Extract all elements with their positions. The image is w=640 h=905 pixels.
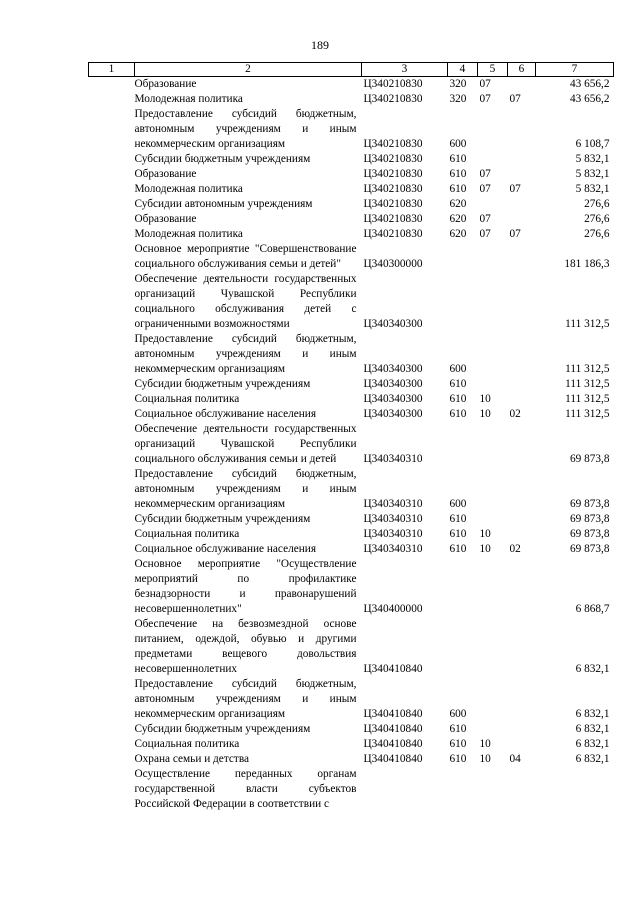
- row-amount-cell: 69 873,8: [569, 543, 610, 555]
- row-amount-cell: 69 873,8: [569, 453, 610, 465]
- row-subsection-cell: [508, 167, 536, 182]
- table-row: [89, 152, 614, 167]
- row-amount-cell: 6 832,1: [575, 753, 610, 765]
- table-row: [89, 527, 614, 542]
- row-amount-cell: 6 832,1: [575, 738, 610, 750]
- row-subsection-cell: [508, 332, 536, 377]
- row-section-cell: [478, 512, 508, 527]
- row-subsection-cell: [508, 722, 536, 737]
- row-name-cell: Социальная политика: [134, 528, 240, 540]
- row-section-cell: [478, 722, 508, 737]
- row-section-cell: 10: [479, 393, 491, 405]
- row-name-cell: Молодежная политика: [134, 93, 243, 105]
- row-subsection-cell: 02: [509, 543, 521, 555]
- row-expense-type-cell: 610: [449, 153, 467, 165]
- row-amount-cell: 6 832,1: [575, 663, 610, 675]
- row-subsection-cell: [508, 77, 536, 93]
- table-row: [89, 767, 614, 812]
- row-expense-type-cell: 600: [449, 138, 467, 150]
- row-expense-type-cell: 620: [449, 228, 467, 240]
- table-row: [89, 422, 614, 467]
- row-amount-cell: 276,6: [584, 198, 610, 210]
- row-name-cell: Субсидии бюджетным учреждениям: [134, 723, 311, 735]
- column-header-6: 6: [508, 63, 536, 77]
- row-section-cell: [478, 107, 508, 152]
- row-amount-cell: 6 108,7: [575, 138, 610, 150]
- row-subsection-cell: [508, 212, 536, 227]
- row-section-cell: 10: [479, 753, 491, 765]
- row-section-cell: 07: [479, 168, 491, 180]
- row-name-cell: Социальное обслуживание населения: [134, 543, 317, 555]
- row-amount-cell: 69 873,8: [569, 528, 610, 540]
- row-amount-cell: 111 312,5: [565, 393, 610, 405]
- row-name-cell: Предоставление субсидий бюджетным, автономным учреждениям и иным некоммерческим организациям: [134, 108, 357, 150]
- table-row: [89, 377, 614, 392]
- row-amount-cell: [536, 767, 614, 812]
- row-name-cell: Субсидии бюджетным учреждениям: [134, 153, 311, 165]
- row-subsection-cell: 04: [509, 753, 521, 765]
- row-name-cell: Социальная политика: [134, 738, 240, 750]
- row-target-code-cell: Ц340410840: [363, 723, 423, 735]
- row-section-cell: 07: [479, 183, 491, 195]
- row-subsection-cell: [508, 422, 536, 467]
- row-subsection-cell: [508, 107, 536, 152]
- row-target-code-cell: Ц340340300: [363, 393, 423, 405]
- row-target-code-cell: Ц340210830: [363, 213, 423, 225]
- table-row: [89, 617, 614, 677]
- row-amount-cell: 111 312,5: [565, 318, 610, 330]
- row-section-cell: 10: [479, 408, 491, 420]
- row-target-code-cell: Ц340210830: [363, 78, 423, 90]
- row-name-cell: Основное мероприятие "Совершенствование социального обслуживания семьи и детей": [134, 243, 357, 270]
- row-section-cell: 07: [479, 93, 491, 105]
- row-expense-type-cell: 600: [449, 708, 467, 720]
- row-expense-type-cell: 610: [449, 393, 467, 405]
- row-expense-type-cell: 610: [449, 543, 467, 555]
- row-section-cell: [478, 467, 508, 512]
- row-target-code-cell: Ц340340300: [363, 378, 423, 390]
- row-section-cell: 10: [479, 528, 491, 540]
- row-amount-cell: 111 312,5: [565, 378, 610, 390]
- row-expense-type-cell: 610: [449, 378, 467, 390]
- row-name-cell: Молодежная политика: [134, 183, 243, 195]
- row-amount-cell: 5 832,1: [575, 183, 610, 195]
- row-target-code-cell: Ц340340310: [363, 513, 423, 525]
- table-row: [89, 197, 614, 212]
- column-header-4: 4: [448, 63, 478, 77]
- table-row: [89, 407, 614, 422]
- table-row: [89, 677, 614, 722]
- row-subsection-cell: 07: [509, 228, 521, 240]
- row-expense-type-cell: 620: [449, 213, 467, 225]
- table-row: [89, 272, 614, 332]
- row-section-cell: [478, 332, 508, 377]
- row-amount-cell: 6 832,1: [575, 723, 610, 735]
- row-amount-cell: 5 832,1: [575, 168, 610, 180]
- row-amount-cell: 6 868,7: [575, 603, 610, 615]
- row-target-code-cell: Ц340410840: [363, 663, 423, 675]
- row-target-code-cell: Ц340410840: [363, 708, 423, 720]
- row-name-cell: Предоставление субсидий бюджетным, автономным учреждениям и иным некоммерческим организациям: [134, 468, 357, 510]
- row-target-code-cell: Ц340340310: [363, 453, 423, 465]
- row-expense-type-cell: 610: [449, 738, 467, 750]
- row-section-cell: [478, 152, 508, 167]
- row-subsection-cell: [508, 467, 536, 512]
- table-row: [89, 92, 614, 107]
- row-amount-cell: 43 656,2: [569, 93, 610, 105]
- row-name-cell: Субсидии автономным учреждениям: [134, 198, 313, 210]
- row-name-cell: Социальная политика: [134, 393, 240, 405]
- row-target-code-cell: Ц340210830: [363, 228, 423, 240]
- row-section-cell: [478, 272, 508, 332]
- row-expense-type-cell: 610: [449, 408, 467, 420]
- row-section-cell: [478, 197, 508, 212]
- table-row: [89, 557, 614, 617]
- row-section-cell: 07: [479, 213, 491, 225]
- row-expense-type-cell: 610: [449, 753, 467, 765]
- row-subsection-cell: [508, 557, 536, 617]
- row-target-code-cell: Ц340340300: [363, 363, 423, 375]
- table-row: [89, 467, 614, 512]
- page-number: 189: [311, 38, 329, 52]
- row-expense-type-cell: 610: [449, 723, 467, 735]
- row-section-cell: [478, 242, 508, 272]
- row-target-code-cell: Ц340210830: [363, 138, 423, 150]
- row-expense-type-cell: [448, 557, 478, 617]
- table-row: [89, 722, 614, 737]
- table-row: [89, 752, 614, 767]
- row-name-cell: Предоставление субсидий бюджетным, автономным учреждениям и иным некоммерческим организациям: [134, 678, 357, 720]
- column-header-1: 1: [89, 63, 135, 77]
- row-amount-cell: 276,6: [584, 213, 610, 225]
- row-subsection-cell: [508, 527, 536, 542]
- row-name-cell: Образование: [134, 213, 197, 225]
- row-subsection-cell: 07: [509, 183, 521, 195]
- row-expense-type-cell: 600: [449, 363, 467, 375]
- row-target-code-cell: Ц340340300: [363, 318, 423, 330]
- row-section-cell: 10: [479, 543, 491, 555]
- row-subsection-cell: [508, 767, 536, 812]
- row-name-cell: Основное мероприятие "Осуществление мероприятий по профилактике безнадзорности и правонарушений несовершеннолетних": [134, 558, 357, 615]
- row-amount-cell: 43 656,2: [569, 78, 610, 90]
- row-target-code-cell: Ц340210830: [363, 168, 423, 180]
- row-subsection-cell: 02: [509, 408, 521, 420]
- row-subsection-cell: [508, 242, 536, 272]
- budget-table: [88, 62, 614, 812]
- row-subsection-cell: [508, 392, 536, 407]
- row-subsection-cell: [508, 272, 536, 332]
- row-name-cell: Образование: [134, 78, 197, 90]
- row-expense-type-cell: 610: [449, 528, 467, 540]
- table-row: [89, 107, 614, 152]
- row-name-cell: Охрана семьи и детства: [134, 753, 250, 765]
- table-row: [89, 227, 614, 242]
- row-target-code-cell: Ц340210830: [363, 93, 423, 105]
- row-target-code-cell: Ц340340300: [363, 408, 423, 420]
- row-target-code-cell: Ц340340310: [363, 528, 423, 540]
- row-expense-type-cell: 610: [449, 513, 467, 525]
- row-name-cell: Социальное обслуживание населения: [134, 408, 317, 420]
- row-name-cell: Предоставление субсидий бюджетным, автономным учреждениям и иным некоммерческим организациям: [134, 333, 357, 375]
- row-amount-cell: 181 186,3: [564, 258, 610, 270]
- row-subsection-cell: [508, 512, 536, 527]
- row-amount-cell: 5 832,1: [575, 153, 610, 165]
- table-row: [89, 182, 614, 197]
- row-expense-type-cell: [448, 272, 478, 332]
- row-section-cell: [478, 422, 508, 467]
- row-section-cell: 10: [479, 738, 491, 750]
- row-amount-cell: 276,6: [584, 228, 610, 240]
- row-amount-cell: 69 873,8: [569, 498, 610, 510]
- row-target-code-cell: Ц340210830: [363, 198, 423, 210]
- row-subsection-cell: [508, 377, 536, 392]
- table-row: [89, 77, 614, 93]
- row-subsection-cell: 07: [509, 93, 521, 105]
- row-name-cell: Обеспечение на безвозмездной основе питанием, одеждой, обувью и другими предметами вещевого довольствия несовершеннолетних: [134, 618, 357, 675]
- row-expense-type-cell: 610: [449, 168, 467, 180]
- row-name-cell: Осуществление переданных органам государственной власти субъектов Российской Федерации в соответствии с: [134, 768, 357, 810]
- column-header-5: 5: [478, 63, 508, 77]
- column-header-7: 7: [536, 63, 614, 77]
- row-expense-type-cell: [448, 617, 478, 677]
- row-name-cell: Обеспечение деятельности государственных организаций Чувашской Республики социального обслуживания детей с ограниченными возможностями: [134, 273, 357, 330]
- row-target-code-cell: Ц340410840: [363, 753, 423, 765]
- row-target-code-cell: Ц340410840: [363, 738, 423, 750]
- row-section-cell: 07: [479, 78, 491, 90]
- table-row: [89, 212, 614, 227]
- row-target-code-cell: [362, 767, 448, 812]
- column-header-3: 3: [362, 63, 448, 77]
- row-section-cell: [478, 677, 508, 722]
- row-subsection-cell: [508, 197, 536, 212]
- row-amount-cell: 111 312,5: [565, 408, 610, 420]
- row-target-code-cell: Ц340210830: [363, 153, 423, 165]
- row-section-cell: [478, 767, 508, 812]
- column-header-2: 2: [135, 63, 362, 77]
- row-expense-type-cell: 620: [449, 198, 467, 210]
- table-row: [89, 332, 614, 377]
- row-section-cell: [478, 377, 508, 392]
- row-subsection-cell: [508, 677, 536, 722]
- row-expense-type-cell: 320: [449, 78, 467, 90]
- table-row: [89, 242, 614, 272]
- row-subsection-cell: [508, 617, 536, 677]
- row-name-cell: Образование: [134, 168, 197, 180]
- row-expense-type-cell: 320: [449, 93, 467, 105]
- row-amount-cell: 6 832,1: [575, 708, 610, 720]
- row-target-code-cell: Ц340340310: [363, 543, 423, 555]
- row-target-code-cell: Ц340340310: [363, 498, 423, 510]
- table-row: [89, 392, 614, 407]
- row-expense-type-cell: [448, 767, 478, 812]
- row-section-cell: 07: [479, 228, 491, 240]
- row-target-code-cell: Ц340300000: [363, 258, 423, 270]
- row-name-cell: Субсидии бюджетным учреждениям: [134, 378, 311, 390]
- table-row: [89, 167, 614, 182]
- row-expense-type-cell: 610: [449, 183, 467, 195]
- row-subsection-cell: [508, 152, 536, 167]
- table-row: [89, 542, 614, 557]
- row-section-cell: [478, 557, 508, 617]
- row-subsection-cell: [508, 737, 536, 752]
- row-name-cell: Субсидии бюджетным учреждениям: [134, 513, 311, 525]
- row-expense-type-cell: 600: [449, 498, 467, 510]
- row-expense-type-cell: [448, 422, 478, 467]
- row-section-cell: [478, 617, 508, 677]
- row-target-code-cell: Ц340210830: [363, 183, 423, 195]
- row-name-cell: Молодежная политика: [134, 228, 243, 240]
- table-header-row: [89, 63, 614, 77]
- row-amount-cell: 69 873,8: [569, 513, 610, 525]
- table-row: [89, 737, 614, 752]
- row-target-code-cell: Ц340400000: [363, 603, 423, 615]
- row-amount-cell: 111 312,5: [565, 363, 610, 375]
- table-row: [89, 512, 614, 527]
- row-name-cell: Обеспечение деятельности государственных организаций Чувашской Республики социального обслуживания семьи и детей: [134, 423, 357, 465]
- row-expense-type-cell: [448, 242, 478, 272]
